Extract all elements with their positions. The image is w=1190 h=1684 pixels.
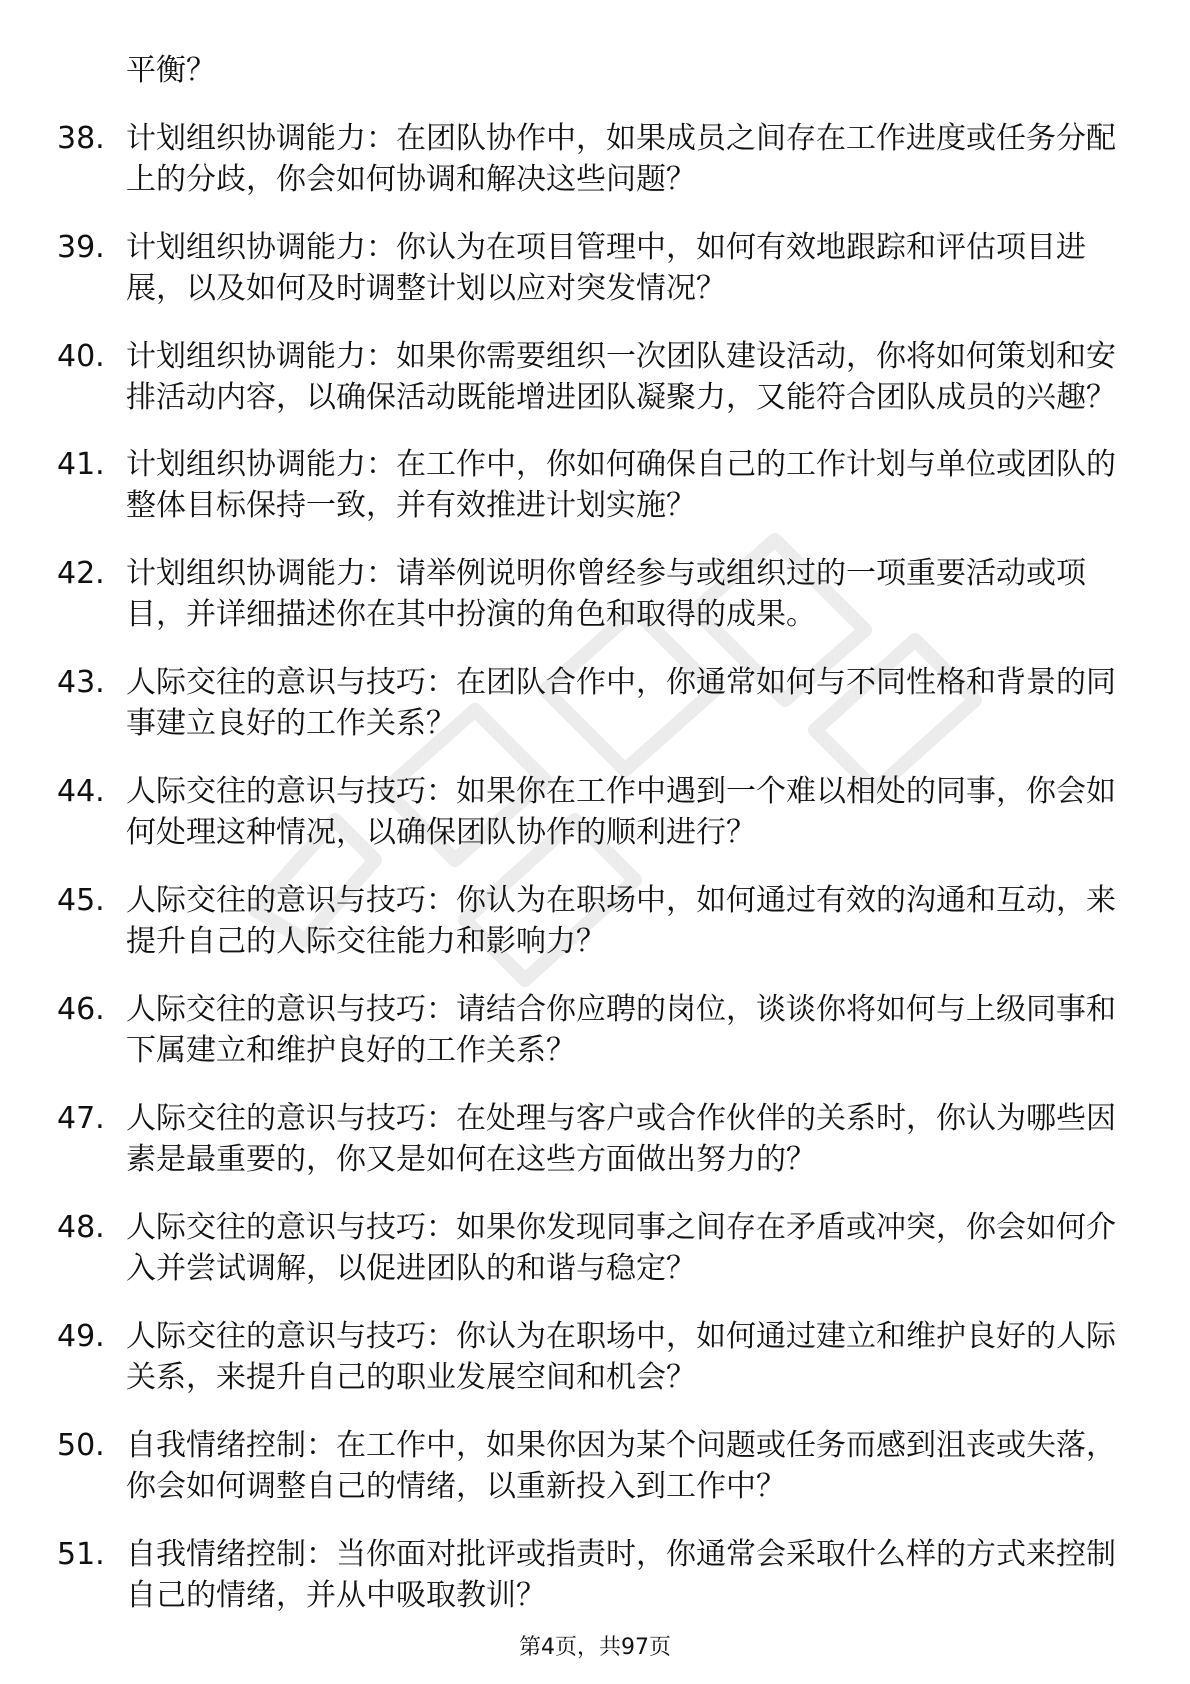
item-text: 自我情绪控制：在工作中，如果你因为某个问题或任务而感到沮丧或失落，你会如何调整自己的情绪，以重新投入到工作中？ [126, 1428, 1116, 1504]
list-item [57, 1207, 1117, 1289]
item-number: 42. [57, 556, 105, 591]
item-text: 计划组织协调能力：如果你需要组织一次团队建设活动，你将如何策划和安排活动内容，以确保活动既能增进团队凝聚力，又能符合团队成员的兴趣？ [126, 339, 1116, 415]
item-number: 38. [57, 121, 105, 156]
item-number: 43. [57, 665, 105, 700]
item-text: 计划组织协调能力：你认为在项目管理中，如何有效地跟踪和评估项目进展，以及如何及时调整计划以应对突发情况？ [126, 230, 1086, 306]
item-text: 人际交往的意识与技巧：你认为在职场中，如何通过建立和维护良好的人际关系，来提升自己的职业发展空间和机会？ [126, 1319, 1116, 1395]
item-number: 51. [57, 1537, 105, 1572]
list-item [57, 444, 1117, 526]
list-item [57, 336, 1117, 418]
item-text: 自我情绪控制：当你面对批评或指责时，你通常会采取什么样的方式来控制自己的情绪，并从中吸取教训？ [126, 1537, 1116, 1613]
item-number: 40. [57, 339, 105, 374]
item-number: 47. [57, 1101, 105, 1136]
item-number: 39. [57, 230, 105, 265]
list-item [57, 553, 1117, 635]
page-footer: 第4页，共97页 [519, 1635, 671, 1660]
item-number: 41. [57, 447, 105, 482]
list-item [57, 771, 1117, 853]
list-item [57, 1425, 1117, 1507]
item-number: 46. [57, 992, 105, 1027]
item-number: 50. [57, 1428, 105, 1463]
item-text: 人际交往的意识与技巧：如果你在工作中遇到一个难以相处的同事，你会如何处理这种情况，以确保团队协作的顺利进行？ [126, 774, 1116, 850]
item-text: 人际交往的意识与技巧：请结合你应聘的岗位，谈谈你将如何与上级同事和下属建立和维护良好的工作关系？ [126, 992, 1116, 1068]
list-item [57, 1316, 1117, 1398]
item-number: 44. [57, 774, 105, 809]
item-number: 48. [57, 1210, 105, 1245]
list-item [57, 1534, 1117, 1616]
item-text: 人际交往的意识与技巧：如果你发现同事之间存在矛盾或冲突，你会如何介入并尝试调解，以促进团队的和谐与稳定？ [126, 1210, 1116, 1286]
item-text: 计划组织协调能力：在团队协作中，如果成员之间存在工作进度或任务分配上的分歧，你会如何协调和解决这些问题？ [126, 121, 1116, 197]
item-text: 计划组织协调能力：在工作中，你如何确保自己的工作计划与单位或团队的整体目标保持一致，并有效推进计划实施？ [126, 447, 1116, 523]
continued-text: 平衡？ [126, 53, 216, 88]
list-item [57, 989, 1117, 1071]
item-number: 49. [57, 1319, 105, 1354]
item-text: 人际交往的意识与技巧：在团队合作中，你通常如何与不同性格和背景的同事建立良好的工作关系？ [126, 665, 1116, 741]
list-item [57, 227, 1117, 309]
item-text: 人际交往的意识与技巧：在处理与客户或合作伙伴的关系时，你认为哪些因素是最重要的，你又是如何在这些方面做出努力的？ [126, 1101, 1116, 1177]
list-item [57, 118, 1117, 200]
item-text: 人际交往的意识与技巧：你认为在职场中，如何通过有效的沟通和互动，来提升自己的人际交往能力和影响力？ [126, 883, 1116, 959]
item-number: 45. [57, 883, 105, 918]
item-text: 计划组织协调能力：请举例说明你曾经参与或组织过的一项重要活动或项目，并详细描述你在其中扮演的角色和取得的成果。 [126, 556, 1086, 632]
list-item [57, 880, 1117, 962]
question-list [57, 50, 1117, 1643]
list-item [57, 1098, 1117, 1180]
list-item [57, 662, 1117, 744]
